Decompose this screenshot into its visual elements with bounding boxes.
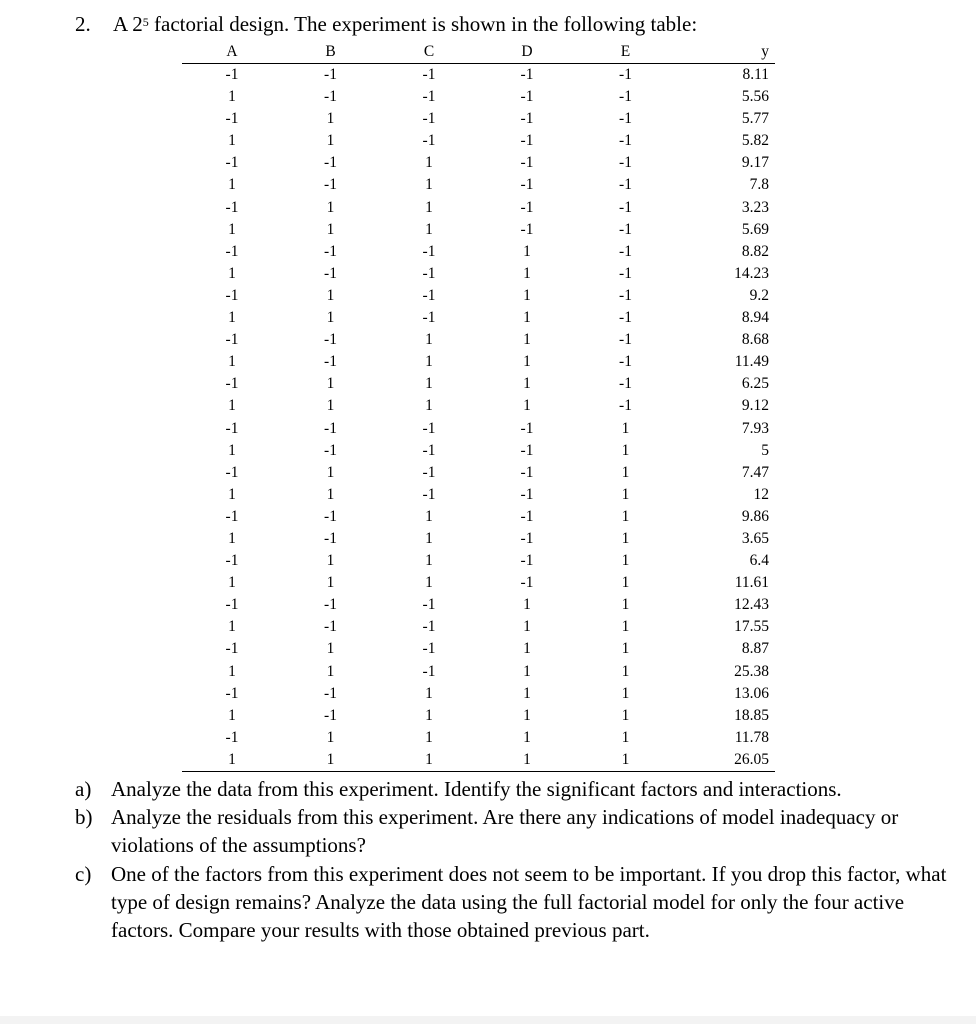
- table-cell-y: 3.65: [741, 529, 769, 547]
- table-cell-d: 1: [523, 728, 531, 746]
- table-row: [182, 550, 775, 572]
- table-row: [182, 683, 775, 705]
- table-cell-e: 1: [621, 485, 630, 503]
- table-cell-e: 1: [621, 684, 630, 702]
- table-cell-d: 1: [523, 375, 531, 393]
- table-cell-y: 7.8: [749, 176, 769, 194]
- table-cell-c: -1: [422, 441, 436, 459]
- table-cell-e: 1: [575, 749, 676, 772]
- table-cell-y: 9.17: [741, 154, 769, 172]
- question-item: [75, 860, 955, 945]
- problem-number: 2.: [75, 12, 91, 36]
- table-cell-c: 1: [425, 198, 433, 216]
- question-list: [75, 775, 955, 944]
- table-cell-c: -1: [422, 662, 436, 680]
- table-row: [182, 86, 775, 108]
- table-cell-a: 1: [228, 88, 236, 106]
- table-cell-a: -1: [225, 375, 239, 393]
- table-cell-b: 1: [326, 397, 335, 415]
- table-cell-a: -1: [225, 419, 239, 437]
- table-cell-e: -1: [619, 397, 632, 415]
- table-cell-c: 1: [425, 331, 433, 349]
- table-cell-b: 1: [326, 728, 335, 746]
- table-cell-d: -1: [520, 66, 534, 83]
- intro-exponent: 5: [142, 15, 149, 29]
- table-cell-e: 1: [621, 463, 630, 481]
- table-cell-d: -1: [520, 220, 534, 238]
- table-cell-d: -1: [520, 88, 534, 106]
- table-cell-b: 1: [326, 286, 335, 304]
- table-row: [182, 64, 775, 87]
- table-cell-d: 1: [523, 596, 531, 614]
- table-cell-a: -1: [225, 110, 239, 128]
- intro-suffix: factorial design. The experiment is shown in the following table:: [148, 12, 698, 36]
- table-cell-e: -1: [619, 264, 632, 282]
- table-cell-b: -1: [324, 353, 337, 371]
- table-cell-a: -1: [225, 684, 239, 702]
- table-cell-e: 1: [621, 574, 630, 592]
- table-body: [182, 64, 775, 772]
- table-cell-y: 9.86: [741, 507, 769, 525]
- table-cell-e: -1: [619, 353, 632, 371]
- table-cell-a: 1: [228, 220, 236, 238]
- table-cell-y: 5: [761, 441, 769, 459]
- table-cell-e: -1: [619, 309, 632, 327]
- table-cell-a: -1: [225, 507, 239, 525]
- question-text: Analyze the data from this experiment. Identify the significant factors and interactions.: [111, 777, 842, 801]
- table-cell-b: 1: [326, 110, 335, 128]
- table-cell-d: -1: [520, 110, 534, 128]
- table-cell-c: -1: [422, 242, 436, 260]
- column-header-c: C: [379, 41, 479, 64]
- column-header-a: A: [182, 41, 282, 64]
- table-row: [182, 572, 775, 594]
- table-cell-y: 12.43: [734, 596, 769, 614]
- table-cell-a: 1: [228, 706, 236, 724]
- table-cell-c: 1: [425, 552, 433, 570]
- table-cell-y: 8.82: [741, 242, 769, 260]
- table-row: [182, 285, 775, 307]
- table-cell-y: 7.93: [741, 419, 769, 437]
- table-row: [182, 108, 775, 130]
- table-cell-c: -1: [422, 618, 436, 636]
- table-cell-d: -1: [520, 574, 534, 592]
- table-cell-y: 11.78: [734, 728, 769, 746]
- table-row: [182, 174, 775, 196]
- table-cell-c: -1: [422, 286, 436, 304]
- table-cell-b: 1: [326, 132, 335, 150]
- table-cell-c: -1: [422, 463, 436, 481]
- table-cell-a: -1: [225, 198, 239, 216]
- table-cell-a: 1: [228, 529, 236, 547]
- table-cell-b: -1: [324, 176, 337, 194]
- table-cell-b: 1: [326, 309, 335, 327]
- table-row: [182, 462, 775, 484]
- table-cell-e: -1: [619, 220, 632, 238]
- table-cell-e: -1: [619, 88, 632, 106]
- table-cell-a: 1: [228, 353, 236, 371]
- table-row: [182, 152, 775, 174]
- table-cell-e: 1: [621, 441, 630, 459]
- table-cell-y: 5.82: [741, 132, 769, 150]
- table-row: [182, 528, 775, 550]
- table-cell-a: -1: [225, 242, 239, 260]
- table-cell-y: 8.87: [741, 640, 769, 658]
- table-cell-d: 1: [479, 749, 575, 772]
- table-cell-a: 1: [228, 485, 236, 503]
- table-row: [182, 395, 775, 417]
- table-cell-c: 1: [425, 706, 433, 724]
- table-cell-d: 1: [523, 264, 531, 282]
- table-row: [182, 219, 775, 241]
- table-cell-e: -1: [619, 110, 632, 128]
- table-cell-e: -1: [619, 132, 632, 150]
- table-cell-d: -1: [520, 485, 534, 503]
- table-cell-b: -1: [324, 706, 337, 724]
- table-cell-b: -1: [324, 242, 337, 260]
- table-cell-b: 1: [326, 463, 335, 481]
- table-cell-a: -1: [225, 286, 239, 304]
- table-cell-a: 1: [228, 574, 236, 592]
- table-cell-a: -1: [225, 728, 239, 746]
- table-cell-e: 1: [621, 706, 630, 724]
- table-cell-e: -1: [619, 66, 632, 83]
- table-cell-d: 1: [523, 286, 531, 304]
- table-cell-c: -1: [422, 264, 436, 282]
- table-cell-a: -1: [225, 640, 239, 658]
- table-header: [182, 41, 775, 64]
- table-cell-y: 9.12: [741, 397, 769, 415]
- table-cell-y: 12: [753, 485, 769, 503]
- table-cell-b: -1: [324, 66, 337, 83]
- table-cell-d: -1: [520, 176, 534, 194]
- table-cell-b: -1: [324, 596, 337, 614]
- table-cell-d: 1: [523, 353, 531, 371]
- table-cell-d: -1: [520, 552, 534, 570]
- question-item: [75, 803, 955, 859]
- table-cell-c: -1: [422, 485, 436, 503]
- table-cell-y: 6.25: [741, 375, 769, 393]
- table-cell-b: 1: [326, 662, 335, 680]
- table-cell-y: 14.23: [734, 264, 769, 282]
- table-cell-c: -1: [422, 419, 436, 437]
- table-cell-c: 1: [425, 574, 433, 592]
- table-cell-d: 1: [523, 397, 531, 415]
- table-cell-y: 6.4: [749, 552, 769, 570]
- column-header-b: B: [282, 41, 379, 64]
- table-cell-c: 1: [425, 728, 433, 746]
- table-cell-a: -1: [225, 596, 239, 614]
- table-cell-b: 1: [282, 749, 379, 772]
- table-cell-y: 7.47: [741, 463, 769, 481]
- table-cell-d: 1: [523, 309, 531, 327]
- table-cell-d: -1: [520, 154, 534, 172]
- table-cell-b: 1: [326, 640, 335, 658]
- table-cell-a: 1: [228, 397, 236, 415]
- table-cell-c: 1: [425, 154, 433, 172]
- table-cell-e: -1: [619, 242, 632, 260]
- header-row: [182, 41, 775, 64]
- table-cell-d: -1: [520, 441, 534, 459]
- table-cell-d: -1: [520, 529, 534, 547]
- table-cell-a: 1: [228, 618, 236, 636]
- table-row: [182, 307, 775, 329]
- table-cell-e: 1: [621, 596, 630, 614]
- table-cell-b: -1: [324, 684, 337, 702]
- bottom-band: [0, 1016, 976, 1024]
- table-cell-e: -1: [619, 198, 632, 216]
- table-cell-b: -1: [324, 419, 337, 437]
- table-cell-b: 1: [326, 574, 335, 592]
- table-cell-a: 1: [228, 132, 236, 150]
- table-row: [182, 749, 775, 772]
- question-marker: b): [75, 805, 93, 830]
- table-row: [182, 484, 775, 506]
- table-cell-c: 1: [425, 397, 433, 415]
- table-cell-e: 1: [621, 507, 630, 525]
- intro-prefix: A 2: [113, 12, 143, 36]
- table-cell-b: -1: [324, 529, 337, 547]
- table-cell-y: 13.06: [734, 684, 769, 702]
- table-row: [182, 241, 775, 263]
- table-cell-c: -1: [422, 132, 436, 150]
- table-cell-b: 1: [326, 198, 335, 216]
- table-cell-c: 1: [425, 176, 433, 194]
- table-cell-c: -1: [422, 640, 436, 658]
- table-cell-a: -1: [225, 552, 239, 570]
- table-row: [182, 638, 775, 660]
- table-cell-d: 1: [523, 684, 531, 702]
- table-cell-a: -1: [225, 463, 239, 481]
- table-cell-c: -1: [422, 309, 436, 327]
- table-cell-c: 1: [379, 749, 479, 772]
- table-cell-d: 1: [523, 618, 531, 636]
- question-marker: c): [75, 861, 92, 886]
- table-cell-c: -1: [422, 110, 436, 128]
- table-row: [182, 373, 775, 395]
- table-cell-y: 18.85: [734, 706, 769, 724]
- table-cell-e: -1: [619, 375, 632, 393]
- table-cell-d: 1: [523, 662, 531, 680]
- table-cell-b: 1: [326, 552, 335, 570]
- table-cell-b: 1: [326, 375, 335, 393]
- table-cell-y: 25.38: [734, 662, 769, 680]
- table-row: [182, 351, 775, 373]
- table-row: [182, 594, 775, 616]
- table-row: [182, 130, 775, 152]
- table-cell-b: -1: [324, 88, 337, 106]
- table-row: [182, 440, 775, 462]
- table-row: [182, 329, 775, 351]
- table-cell-e: -1: [619, 331, 632, 349]
- table-cell-a: 1: [228, 309, 236, 327]
- table-cell-a: 1: [182, 749, 282, 772]
- table-cell-e: 1: [621, 618, 630, 636]
- table-cell-c: -1: [422, 88, 436, 106]
- table-row: [182, 263, 775, 285]
- table-cell-b: 1: [326, 220, 335, 238]
- design-table: [182, 41, 775, 772]
- question-marker: a): [75, 777, 92, 801]
- question-text: Analyze the residuals from this experiment. Are there any indications of model inadequacy or violations of the assumptions?: [111, 805, 899, 858]
- table-cell-y: 11.49: [734, 353, 769, 371]
- table-cell-e: 1: [621, 728, 630, 746]
- table-cell-d: 1: [523, 242, 531, 260]
- table-cell-y: 8.68: [741, 331, 769, 349]
- table-cell-c: 1: [425, 507, 433, 525]
- problem-heading: [75, 11, 697, 37]
- table-cell-d: -1: [520, 463, 534, 481]
- table-cell-a: -1: [225, 154, 239, 172]
- table-cell-y: 5.69: [741, 220, 769, 238]
- table-row: [182, 616, 775, 638]
- column-header-y: y: [676, 41, 775, 64]
- table-row: [182, 418, 775, 440]
- table-cell-e: 1: [621, 419, 630, 437]
- table-cell-c: 1: [425, 220, 433, 238]
- table-cell-d: 1: [523, 331, 531, 349]
- table-cell-c: 1: [425, 353, 433, 371]
- table-cell-c: 1: [425, 375, 433, 393]
- table-cell-a: 1: [228, 176, 236, 194]
- table-cell-b: -1: [324, 441, 337, 459]
- table-cell-y: 17.55: [734, 618, 769, 636]
- table-cell-e: 1: [621, 662, 630, 680]
- table-cell-e: -1: [619, 176, 632, 194]
- table-cell-b: -1: [324, 331, 337, 349]
- table-row: [182, 705, 775, 727]
- table-cell-y: 26.05: [676, 749, 775, 772]
- table-cell-d: 1: [523, 640, 531, 658]
- table-cell-y: 8.94: [741, 309, 769, 327]
- question-text: One of the factors from this experiment does not seem to be important. If you drop this factor, what type of design remains? Analyze the data using the full factorial model for only the four active factors. Compare your results with those obtained previous part.: [111, 861, 947, 943]
- table-cell-c: 1: [425, 684, 433, 702]
- table-cell-c: -1: [422, 596, 436, 614]
- table-cell-e: 1: [621, 552, 630, 570]
- table-cell-e: 1: [621, 640, 630, 658]
- table-row: [182, 661, 775, 683]
- table-cell-a: 1: [228, 662, 236, 680]
- table-cell-a: -1: [225, 331, 239, 349]
- table-cell-e: -1: [619, 154, 632, 172]
- table-cell-c: -1: [422, 66, 436, 83]
- table-cell-y: 9.2: [749, 286, 769, 304]
- table-cell-y: 11.61: [734, 574, 769, 592]
- table-cell-y: 3.23: [741, 198, 769, 216]
- table-cell-d: -1: [520, 419, 534, 437]
- question-item: [75, 775, 955, 803]
- table-cell-d: 1: [523, 706, 531, 724]
- table-cell-y: 5.56: [741, 88, 769, 106]
- table-cell-e: 1: [621, 529, 630, 547]
- table-cell-e: -1: [619, 286, 632, 304]
- table-row: [182, 506, 775, 528]
- table-cell-y: 8.11: [742, 66, 769, 83]
- table-cell-a: -1: [225, 66, 239, 83]
- table-cell-b: -1: [324, 618, 337, 636]
- table-cell-a: 1: [228, 441, 236, 459]
- table-cell-b: -1: [324, 154, 337, 172]
- column-header-d: D: [479, 41, 575, 64]
- table-row: [182, 197, 775, 219]
- column-header-e: E: [575, 41, 676, 64]
- table-cell-b: -1: [324, 264, 337, 282]
- table-cell-a: 1: [228, 264, 236, 282]
- table-row: [182, 727, 775, 749]
- table-cell-d: -1: [520, 198, 534, 216]
- table-cell-d: -1: [520, 507, 534, 525]
- table-cell-c: 1: [425, 529, 433, 547]
- table-cell-y: 5.77: [741, 110, 769, 128]
- table-cell-d: -1: [520, 132, 534, 150]
- table-cell-b: 1: [326, 485, 335, 503]
- table-cell-b: -1: [324, 507, 337, 525]
